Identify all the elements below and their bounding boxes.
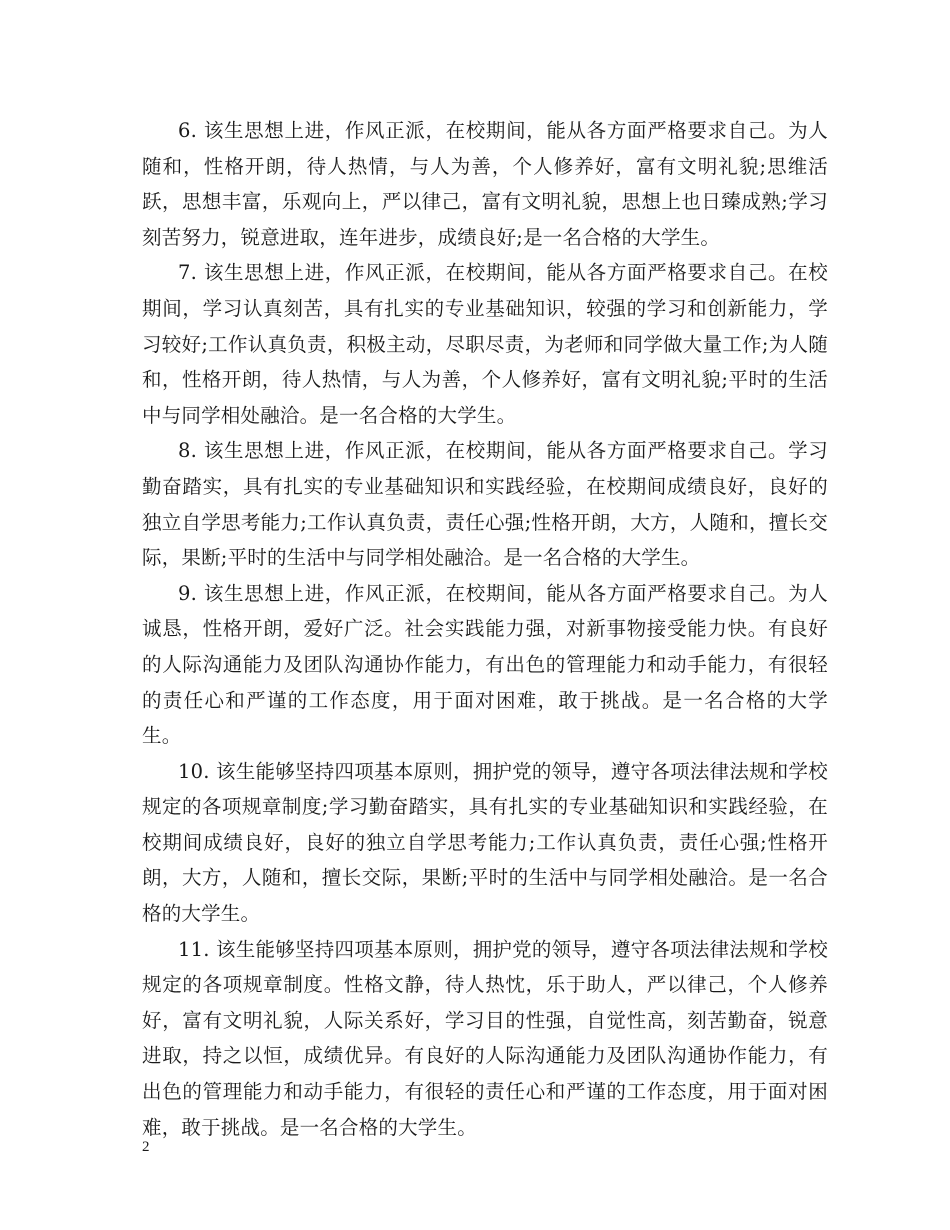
paragraph-8: 8. 该生思想上进，作风正派，在校期间，能从各方面严格要求自己。学习勤奋踏实，具有扎实的专业基础知识和实践经验，在校期间成绩良好，良好的独立自学思考能力;工作认真负责，责任心强;性格开朗，大方，人随和，擅长交际，果断;平时的生活中与同学相处融洽。是一名合格的大学生。 — [142, 439, 828, 570]
page-number: 2 — [142, 1139, 150, 1155]
paragraph-6: 6. 该生思想上进，作风正派，在校期间，能从各方面严格要求自己。为人随和，性格开朗，待人热情，与人为善，个人修养好，富有文明礼貌;思维活跃，思想丰富，乐观向上，严以律己，富有文明礼貌，思想上也日臻成熟;学习刻苦努力，锐意进取，连年进步，成绩良好;是一名合格的大学生。 — [142, 119, 828, 249]
paragraph-7: 7. 该生思想上进，作风正派，在校期间，能从各方面严格要求自己。在校期间，学习认真刻苦，具有扎实的专业基础知识，较强的学习和创新能力，学习较好;工作认真负责，积极主动，尽职尽责，为老师和同学做大量工作;为人随和，性格开朗，待人热情，与人为善，个人修养好，富有文明礼貌;平时的生活中与同学相处融洽。是一名合格的大学生。 — [142, 261, 828, 427]
document-body — [142, 113, 828, 1145]
paragraph-11: 11. 该生能够坚持四项基本原则，拥护党的领导，遵守各项法律法规和学校规定的各项规章制度。性格文静，待人热忱，乐于助人，严以律己，个人修养好，富有文明礼貌，人际关系好，学习目的性强，自觉性高，刻苦勤奋，锐意进取，持之以恒，成绩优异。有良好的人际沟通能力及团队沟通协作能力，有出色的管理能力和动手能力，有很轻的责任心和严谨的工作态度，用于面对困难，敢于挑战。是一名合格的大学生。 — [142, 937, 828, 1139]
paragraph-9: 9. 该生思想上进，作风正派，在校期间，能从各方面严格要求自己。为人诚恳，性格开朗，爱好广泛。社会实践能力强，对新事物接受能力快。有良好的人际沟通能力及团队沟通协作能力，有出色的管理能力和动手能力，有很轻的责任心和严谨的工作态度，用于面对困难，敢于挑战。是一名合格的大学生。 — [142, 581, 828, 748]
paragraph-10: 10. 该生能够坚持四项基本原则，拥护党的领导，遵守各项法律法规和学校规定的各项规章制度;学习勤奋踏实，具有扎实的专业基础知识和实践经验，在校期间成绩良好，良好的独立自学思考能力;工作认真负责，责任心强;性格开朗，大方，人随和，擅长交际，果断;平时的生活中与同学相处融洽。是一名合格的大学生。 — [142, 759, 828, 926]
